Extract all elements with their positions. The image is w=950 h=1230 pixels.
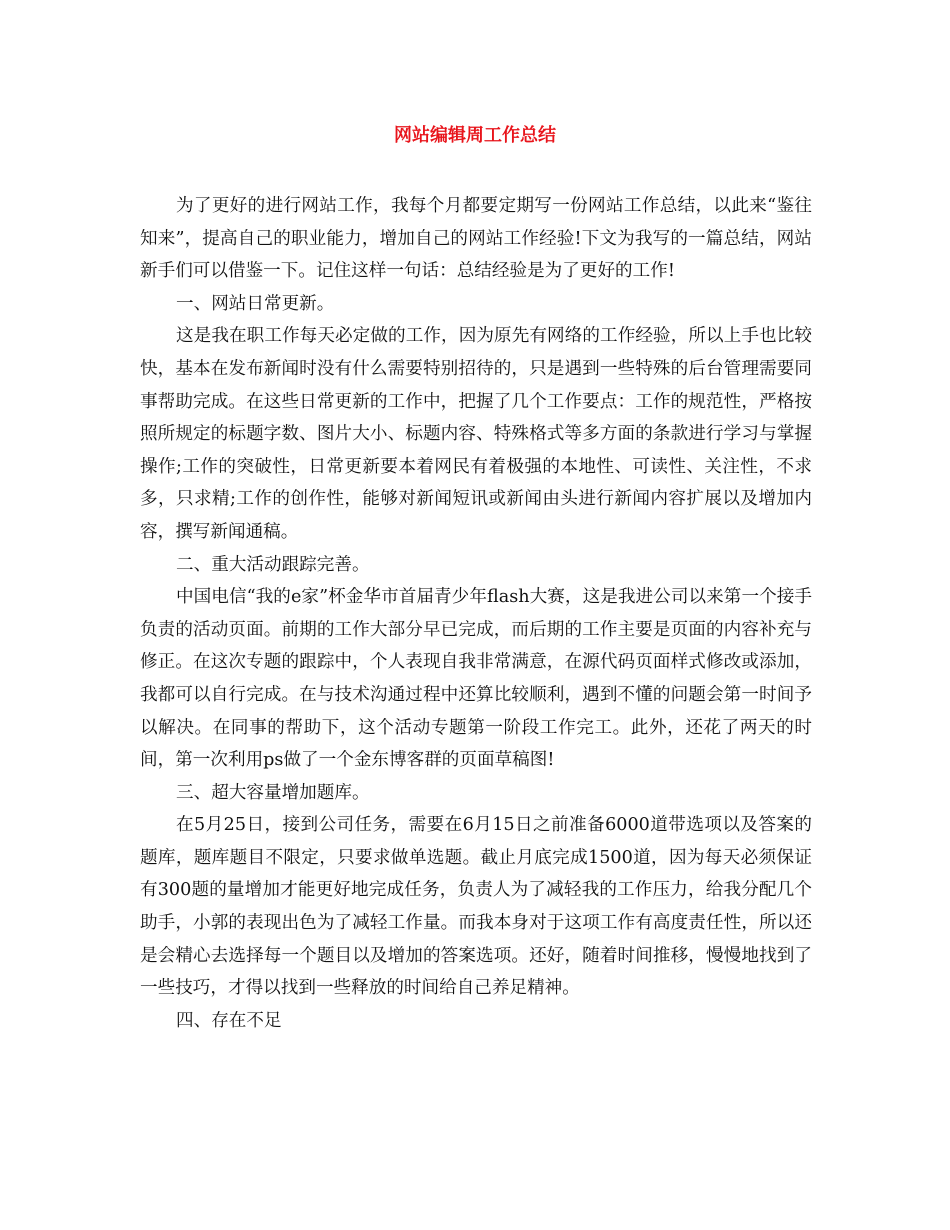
document-body — [140, 190, 812, 1037]
paragraph-intro: 为了更好的进行网站工作，我每个月都要定期写一份网站工作总结，以此来“鉴往知来”，提高自己的职业能力，增加自己的网站工作经验!下文为我写的一篇总结，网站新手们可以借鉴一下。记住这样一句话：总结经验是为了更好的工作! — [140, 196, 812, 282]
paragraph-section-1: 这是我在职工作每天必定做的工作，因为原先有网络的工作经验，所以上手也比较快，基本在发布新闻时没有什么需要特别招待的，只是遇到一些特殊的后台管理需要同事帮助完成。在这些日常更新的工作中，把握了几个工作要点：工作的规范性，严格按照所规定的标题字数、图片大小、标题内容、特殊格式等多方面的条款进行学习与掌握操作;工作的突破性，日常更新要本着网民有着极强的本地性、可读性、关注性，不求多，只求精;工作的创作性，能够对新闻短讯或新闻由头进行新闻内容扩展以及增加内容，撰写新闻通稿。 — [140, 326, 812, 542]
heading-section-1: 一、网站日常更新。 — [176, 293, 335, 314]
paragraph-section-3: 在5月25日，接到公司任务，需要在6月15日之前准备6000道带选项以及答案的题库，题库题目不限定，只要求做单选题。截止月底完成1500道，因为每天必须保证有300题的量增加才能更好地完成任务，负责人为了减轻我的工作压力，给我分配几个助手，小郭的表现出色为了减轻工作量。而我本身对于这项工作有高度责任性，所以还是会精心去选择每一个题目以及增加的答案选项。还好，随着时间推移，慢慢地找到了一些技巧，才得以找到一些释放的时间给自己养足精神。 — [140, 815, 812, 999]
heading-section-3: 三、超大容量增加题库。 — [176, 782, 370, 803]
document-title: 网站编辑周工作总结 — [394, 125, 556, 146]
heading-section-2: 二、重大活动跟踪完善。 — [176, 554, 370, 575]
heading-section-4: 四、存在不足 — [176, 1010, 282, 1031]
paragraph-section-2: 中国电信“我的e家”杯金华市首届青少年flash大赛，这是我进公司以来第一个接手负责的活动页面。前期的工作大部分早已完成，而后期的工作主要是页面的内容补充与修正。在这次专题的跟踪中，个人表现自我非常满意，在源代码页面样式修改或添加，我都可以自行完成。在与技术沟通过程中还算比较顺利，遇到不懂的问题会第一时间予以解决。在同事的帮助下，这个活动专题第一阶段工作完工。此外，还花了两天的时间，第一次利用ps做了一个金东博客群的页面草稿图! — [140, 587, 812, 771]
